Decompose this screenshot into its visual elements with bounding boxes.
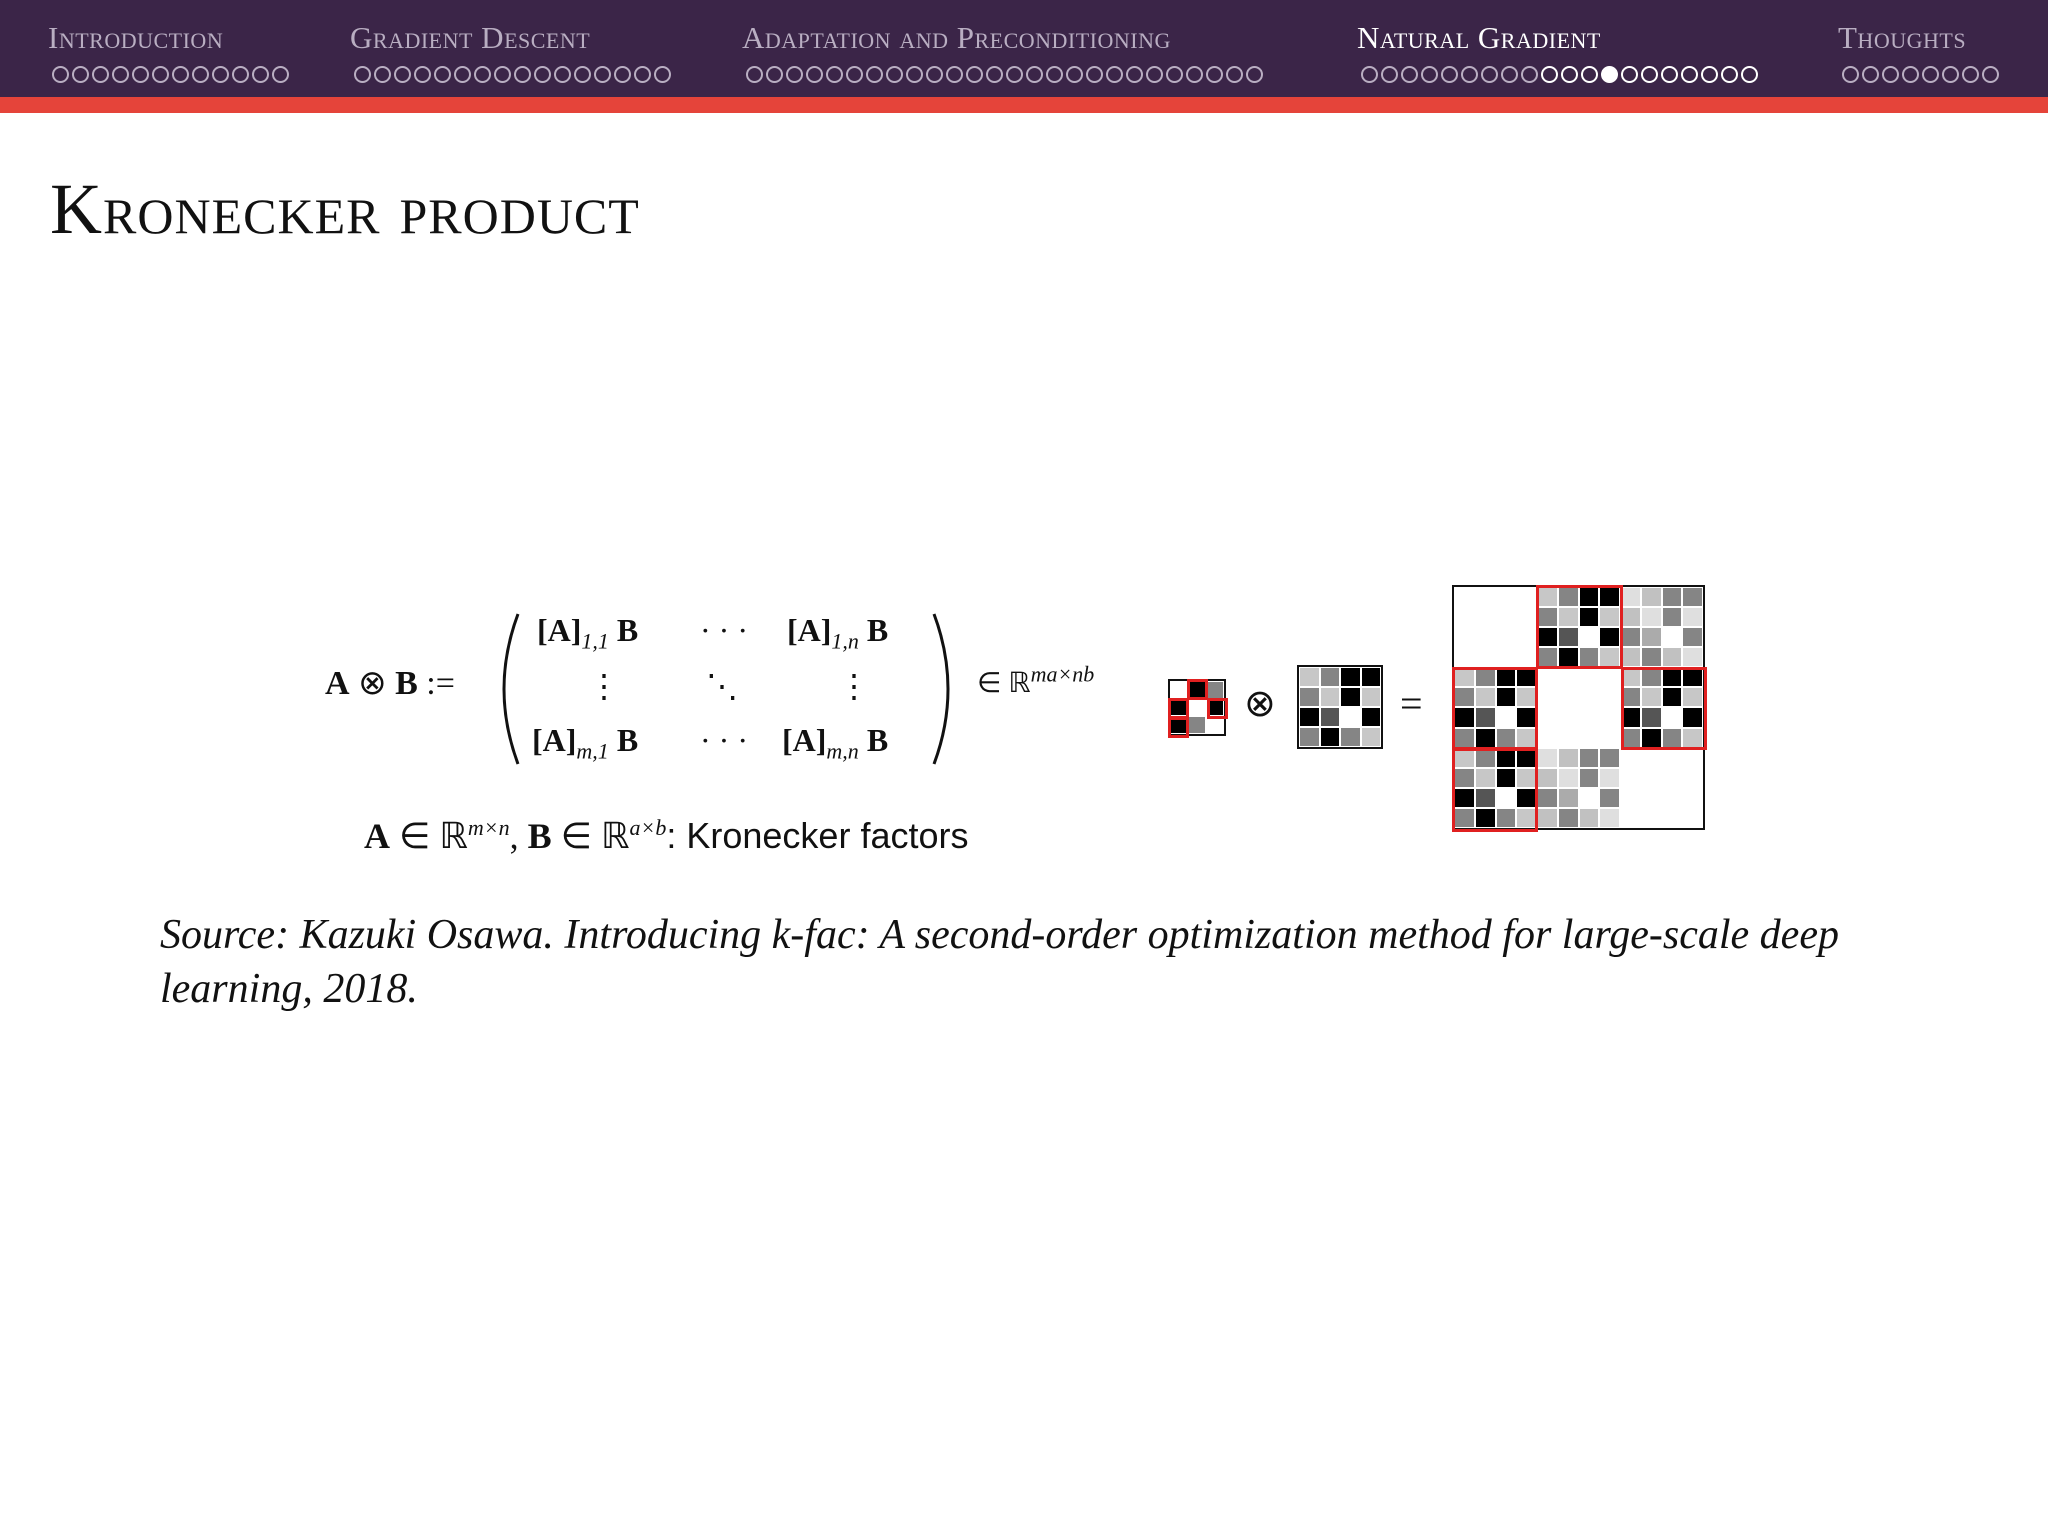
header-accent-bar [0, 97, 2048, 113]
matrix-cell [1320, 687, 1341, 707]
matrix-cell [1662, 587, 1683, 607]
slide-dot[interactable] [1601, 66, 1618, 83]
slide-dot[interactable] [272, 66, 289, 83]
matrix-cell [1620, 647, 1641, 667]
block-highlight [1187, 679, 1208, 700]
matrix-cell [1361, 707, 1382, 727]
slide-dot[interactable] [132, 66, 149, 83]
slide-dot[interactable] [1501, 66, 1518, 83]
slide-dot[interactable] [634, 66, 651, 83]
matrix-cell [1454, 627, 1475, 647]
matrix-cell [1170, 681, 1188, 699]
hdots-bottom: · · · [700, 722, 748, 758]
slide-dot[interactable] [152, 66, 169, 83]
slide-dot[interactable] [1641, 66, 1658, 83]
source-citation: Source: Kazuki Osawa. Introducing k-fac: A second-order optimization method for large-scale deep learning, 2018. [160, 912, 1839, 1012]
slide-dot[interactable] [1166, 66, 1183, 83]
slide-dot[interactable] [394, 66, 411, 83]
slide-title: Kronecker product [50, 169, 640, 249]
matrix-cell [1641, 768, 1662, 788]
slide-dot[interactable] [1561, 66, 1578, 83]
left-paren [488, 612, 522, 766]
block-highlight [1168, 698, 1189, 719]
matrix-cell [1496, 607, 1517, 627]
slide-dot[interactable] [926, 66, 943, 83]
matrix-cell [1475, 587, 1496, 607]
matrix-cell [1662, 627, 1683, 647]
slide-dot[interactable] [1246, 66, 1263, 83]
matrix-cell [1641, 647, 1662, 667]
matrix-cell [1662, 788, 1683, 808]
matrix-cell [1682, 808, 1703, 828]
matrix-cell [1340, 727, 1361, 747]
kronecker-factors-line: A ∈ ℝ$^{m\times n}$, B ∈ ℝ$^{a\times b}$: Kronecker factors [364, 815, 969, 856]
matrix-cell [1558, 748, 1579, 768]
matrix-cell [1496, 587, 1517, 607]
block-highlight [1452, 748, 1538, 832]
matrix-cell [1599, 768, 1620, 788]
slide-dot[interactable] [1006, 66, 1023, 83]
matrix-cell [1299, 727, 1320, 747]
figure-equals: = [1400, 681, 1423, 726]
matrix-cell [1620, 788, 1641, 808]
result-space: ∈ ℝ$^{ma\times nb}$ [977, 661, 1095, 699]
slide-dot[interactable] [474, 66, 491, 83]
slide-dot[interactable] [846, 66, 863, 83]
slide-dot[interactable] [1066, 66, 1083, 83]
matrix-cell [1579, 808, 1600, 828]
matrix-cell [1320, 727, 1341, 747]
matrix-cell [1454, 647, 1475, 667]
slide-dot[interactable] [72, 66, 89, 83]
matrix-cell [1682, 768, 1703, 788]
matrix-cell [1299, 687, 1320, 707]
matrix-cell [1188, 699, 1206, 717]
slide-dot[interactable] [1721, 66, 1738, 83]
matrix-cell [1599, 667, 1620, 687]
formula-lhs [325, 664, 455, 704]
nav-section-introduction[interactable]: Introduction [48, 20, 224, 55]
slide-dot[interactable] [1086, 66, 1103, 83]
slide-dot[interactable] [92, 66, 109, 83]
matrix-cell [1299, 667, 1320, 687]
slide-dot[interactable] [354, 66, 371, 83]
figure-otimes: ⊗ [1244, 683, 1276, 725]
matrix-cell [1662, 808, 1683, 828]
block-highlight [1536, 585, 1622, 669]
vdots-right: ⋮ [838, 668, 870, 704]
matrix-cell [1682, 788, 1703, 808]
slide-dot[interactable] [1701, 66, 1718, 83]
slide-dot[interactable] [1962, 66, 1979, 83]
slide-dot[interactable] [1581, 66, 1598, 83]
matrix-cell [1579, 667, 1600, 687]
matrix-cell [1662, 748, 1683, 768]
slide-dot[interactable] [966, 66, 983, 83]
nav-section-natural-gradient[interactable]: Natural Gradient [1357, 20, 1601, 55]
slide-dot[interactable] [454, 66, 471, 83]
matrix-cell [1662, 607, 1683, 627]
slide-dot[interactable] [1206, 66, 1223, 83]
nav-dots [1842, 66, 1999, 83]
slide-dot[interactable] [1361, 66, 1378, 83]
slide-dot[interactable] [886, 66, 903, 83]
slide-dot[interactable] [1661, 66, 1678, 83]
slide-dot[interactable] [654, 66, 671, 83]
matrix-cell [1599, 707, 1620, 727]
matrix-cell [1516, 627, 1537, 647]
slide-dot[interactable] [1381, 66, 1398, 83]
slide-dot[interactable] [514, 66, 531, 83]
matrix-cell [1320, 707, 1341, 727]
slide-dot[interactable] [1621, 66, 1638, 83]
matrix-cell [1188, 716, 1206, 734]
slide-dot[interactable] [1902, 66, 1919, 83]
ddots: ⋱ [706, 668, 738, 704]
vdots-left: ⋮ [588, 668, 620, 704]
slide-dot[interactable] [906, 66, 923, 83]
matrix-cell [1620, 748, 1641, 768]
matrix-cell [1558, 707, 1579, 727]
slide-dot[interactable] [434, 66, 451, 83]
slide-dot[interactable] [172, 66, 189, 83]
nav-section-thoughts[interactable]: Thoughts [1838, 20, 1967, 55]
block-highlight [1207, 698, 1228, 719]
slide-dot[interactable] [866, 66, 883, 83]
matrix-cell [1620, 607, 1641, 627]
slide-dot[interactable] [252, 66, 269, 83]
matrix-cell [1454, 607, 1475, 627]
matrix-cell [1475, 607, 1496, 627]
slide-dot[interactable] [1441, 66, 1458, 83]
symbol-a: A [325, 665, 350, 702]
matrix-cell [1579, 728, 1600, 748]
slide-dot[interactable] [1186, 66, 1203, 83]
matrix-cell [1682, 748, 1703, 768]
slide-dot[interactable] [554, 66, 571, 83]
matrix-cell [1206, 681, 1224, 699]
slide-dot[interactable] [1026, 66, 1043, 83]
matrix-cell [1620, 587, 1641, 607]
matrix-cell [1662, 647, 1683, 667]
slide-dot[interactable] [594, 66, 611, 83]
matrix-cell [1599, 748, 1620, 768]
matrix-cell [1641, 607, 1662, 627]
slide-dot[interactable] [946, 66, 963, 83]
matrix-cell [1558, 687, 1579, 707]
matrix-cell [1537, 748, 1558, 768]
matrix-cell [1579, 687, 1600, 707]
matrix-cell [1620, 768, 1641, 788]
matrix-cell [1599, 808, 1620, 828]
slide-dot[interactable] [494, 66, 511, 83]
block-highlight [1621, 667, 1707, 751]
hdots-top: · · · [700, 612, 748, 648]
matrix-cell [1454, 587, 1475, 607]
slide-dot[interactable] [1401, 66, 1418, 83]
matrix-cell [1682, 587, 1703, 607]
right-paren [930, 612, 964, 766]
slide-dot[interactable] [1146, 66, 1163, 83]
matrix-cell [1340, 707, 1361, 727]
entry-m-1: $[A]_{m,1}$ B [532, 722, 639, 764]
slide-dot[interactable] [1942, 66, 1959, 83]
matrix-cell [1599, 687, 1620, 707]
matrix-cell [1641, 587, 1662, 607]
slide-dot[interactable] [1882, 66, 1899, 83]
slide-dot[interactable] [1541, 66, 1558, 83]
slide-dot[interactable] [1046, 66, 1063, 83]
matrix-cell [1579, 707, 1600, 727]
slide-dot[interactable] [1106, 66, 1123, 83]
slide-dot[interactable] [1521, 66, 1538, 83]
slide-dot[interactable] [232, 66, 249, 83]
matrix-cell [1641, 788, 1662, 808]
symbol-b: B [395, 665, 418, 702]
matrix-cell [1361, 667, 1382, 687]
entry-1-n: $[A]_{1,n}$ B [787, 612, 889, 654]
matrix-cell [1558, 768, 1579, 788]
matrix-cell [1537, 728, 1558, 748]
matrix-cell [1641, 748, 1662, 768]
nav-dots [1361, 66, 1758, 83]
nav-dots [354, 66, 671, 83]
slide-dot[interactable] [1481, 66, 1498, 83]
matrix-cell [1537, 707, 1558, 727]
matrix-cell [1620, 808, 1641, 828]
matrix-cell [1641, 808, 1662, 828]
defeq-symbol: := [426, 665, 455, 702]
matrix-cell [1599, 788, 1620, 808]
matrix-cell [1516, 587, 1537, 607]
otimes-symbol: ⊗ [358, 665, 387, 702]
matrix-cell [1537, 788, 1558, 808]
slide-dot[interactable] [1862, 66, 1879, 83]
nav-dots [52, 66, 289, 83]
slide-dot[interactable] [826, 66, 843, 83]
matrix-cell [1475, 627, 1496, 647]
matrix-cell [1496, 647, 1517, 667]
matrix-b-figure [1297, 665, 1383, 749]
slide-dot[interactable] [1741, 66, 1758, 83]
block-highlight [1168, 717, 1189, 738]
slide-dot[interactable] [1226, 66, 1243, 83]
matrix-cell [1361, 727, 1382, 747]
matrix-cell [1579, 768, 1600, 788]
nav-section-adaptation-and-preconditioning[interactable]: Adaptation and Preconditioning [742, 20, 1171, 55]
matrix-cell [1641, 627, 1662, 647]
block-highlight [1452, 667, 1538, 751]
matrix-cell [1682, 647, 1703, 667]
entry-m-n: $[A]_{m,n}$ B [782, 722, 889, 764]
matrix-cell [1662, 768, 1683, 788]
matrix-cell [1537, 687, 1558, 707]
slide-dot[interactable] [786, 66, 803, 83]
nav-section-gradient-descent[interactable]: Gradient Descent [350, 20, 591, 55]
slide-dot[interactable] [1922, 66, 1939, 83]
matrix-cell [1537, 808, 1558, 828]
slide-dot[interactable] [806, 66, 823, 83]
matrix-cell [1537, 667, 1558, 687]
matrix-cell [1558, 808, 1579, 828]
slide-dot[interactable] [1461, 66, 1478, 83]
matrix-cell [1682, 607, 1703, 627]
matrix-cell [1340, 687, 1361, 707]
matrix-cell [1558, 788, 1579, 808]
matrix-cell [1320, 667, 1341, 687]
matrix-cell [1299, 707, 1320, 727]
slide-dot[interactable] [192, 66, 209, 83]
slide-dot[interactable] [1982, 66, 1999, 83]
matrix-cell [1361, 687, 1382, 707]
slide-dot[interactable] [746, 66, 763, 83]
slide-dot[interactable] [112, 66, 129, 83]
matrix-cell [1340, 667, 1361, 687]
nav-dots [746, 66, 1263, 83]
slide-dot[interactable] [1126, 66, 1143, 83]
matrix-cell [1579, 788, 1600, 808]
matrix-cell [1475, 647, 1496, 667]
slide-dot[interactable] [766, 66, 783, 83]
matrix-cell [1537, 768, 1558, 788]
matrix-cell [1558, 728, 1579, 748]
slide-dot[interactable] [212, 66, 229, 83]
matrix-cell [1496, 627, 1517, 647]
matrix-cell [1516, 607, 1537, 627]
slide-dot[interactable] [414, 66, 431, 83]
slide-dot[interactable] [1421, 66, 1438, 83]
slide-dot[interactable] [534, 66, 551, 83]
slide-dot[interactable] [374, 66, 391, 83]
slide-dot[interactable] [574, 66, 591, 83]
slide-dot[interactable] [986, 66, 1003, 83]
matrix-cell [1579, 748, 1600, 768]
entry-1-1: $[A]_{1,1}$ B [537, 612, 639, 654]
matrix-cell [1558, 667, 1579, 687]
matrix-cell [1620, 627, 1641, 647]
slide-dot[interactable] [614, 66, 631, 83]
matrix-cell [1516, 647, 1537, 667]
slide-dot[interactable] [1842, 66, 1859, 83]
slide-dot[interactable] [52, 66, 69, 83]
slide-dot[interactable] [1681, 66, 1698, 83]
matrix-cell [1682, 627, 1703, 647]
matrix-cell [1599, 728, 1620, 748]
